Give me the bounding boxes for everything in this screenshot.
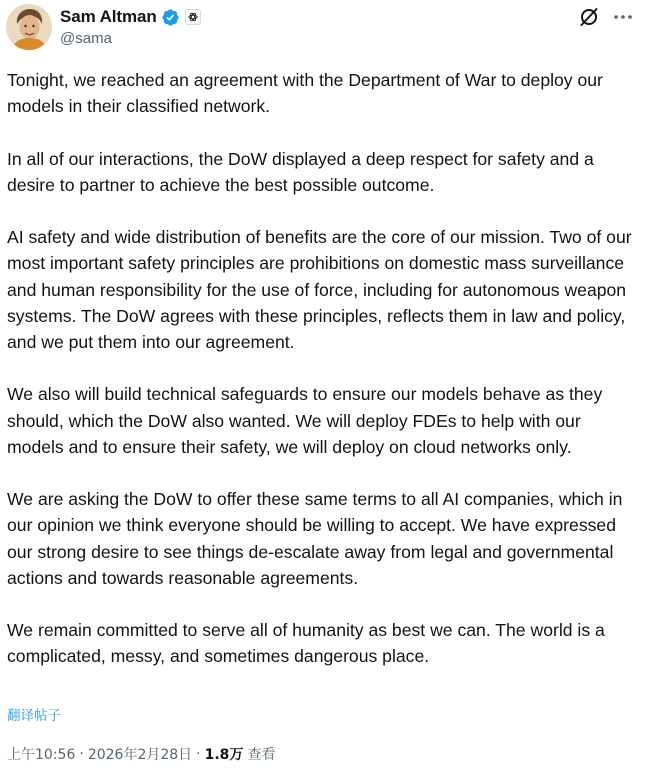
display-name[interactable]: Sam Altman: [60, 7, 157, 26]
meta-separator: ·: [196, 746, 201, 762]
more-options-icon[interactable]: [612, 6, 634, 28]
avatar[interactable]: [6, 4, 52, 50]
views-count: 1.8万: [204, 747, 244, 763]
tweet-paragraph: We are asking the DoW to offer these same terms to all AI companies, which in our opinion we think everyone should be willing to accept. We have expressed our strong desire to see things de-escalate away from legal and governmental actions and towards reasonable agreements.: [7, 489, 623, 588]
tweet-header: [0, 0, 649, 56]
tweet-paragraph: We remain committed to serve all of humanity as best we can. The world is a complicated, messy, and sometimes dangerous place.: [7, 620, 605, 667]
verified-badge-icon[interactable]: [161, 8, 180, 27]
tweet-text: [7, 67, 639, 670]
name-row: [60, 6, 201, 28]
post-time[interactable]: 上午10:56: [7, 747, 76, 763]
affiliate-badge-icon[interactable]: [185, 9, 201, 25]
tweet-paragraph: Tonight, we reached an agreement with the Department of War to deploy our models in their classified network.: [7, 70, 603, 117]
tweet-meta: [7, 744, 275, 764]
avatar-image: [6, 4, 52, 50]
views-label: 查看: [247, 747, 276, 763]
post-date[interactable]: 2026年2月28日: [87, 747, 193, 763]
tweet-paragraph: We also will build technical safeguards to ensure our models behave as they should, which the DoW also wanted. We will deploy FDEs to help with our models and to ensure their safety, we will deploy on cloud networks only.: [7, 384, 603, 457]
translate-post-link[interactable]: 翻译帖子: [7, 708, 61, 724]
grok-icon[interactable]: [578, 6, 600, 28]
tweet-paragraph: AI safety and wide distribution of benefits are the core of our mission. Two of our most important safety principles are prohibitions on domestic mass surveillance and human responsibility for the use of force, including for autonomous weapon systems. The DoW agrees with these principles, reflects them in law and policy, and we put them into our agreement.: [7, 227, 632, 352]
meta-separator: ·: [79, 746, 84, 762]
handle[interactable]: @sama: [60, 30, 112, 47]
tweet-paragraph: In all of our interactions, the DoW displayed a deep respect for safety and a desire to partner to achieve the best possible outcome.: [7, 148, 594, 195]
